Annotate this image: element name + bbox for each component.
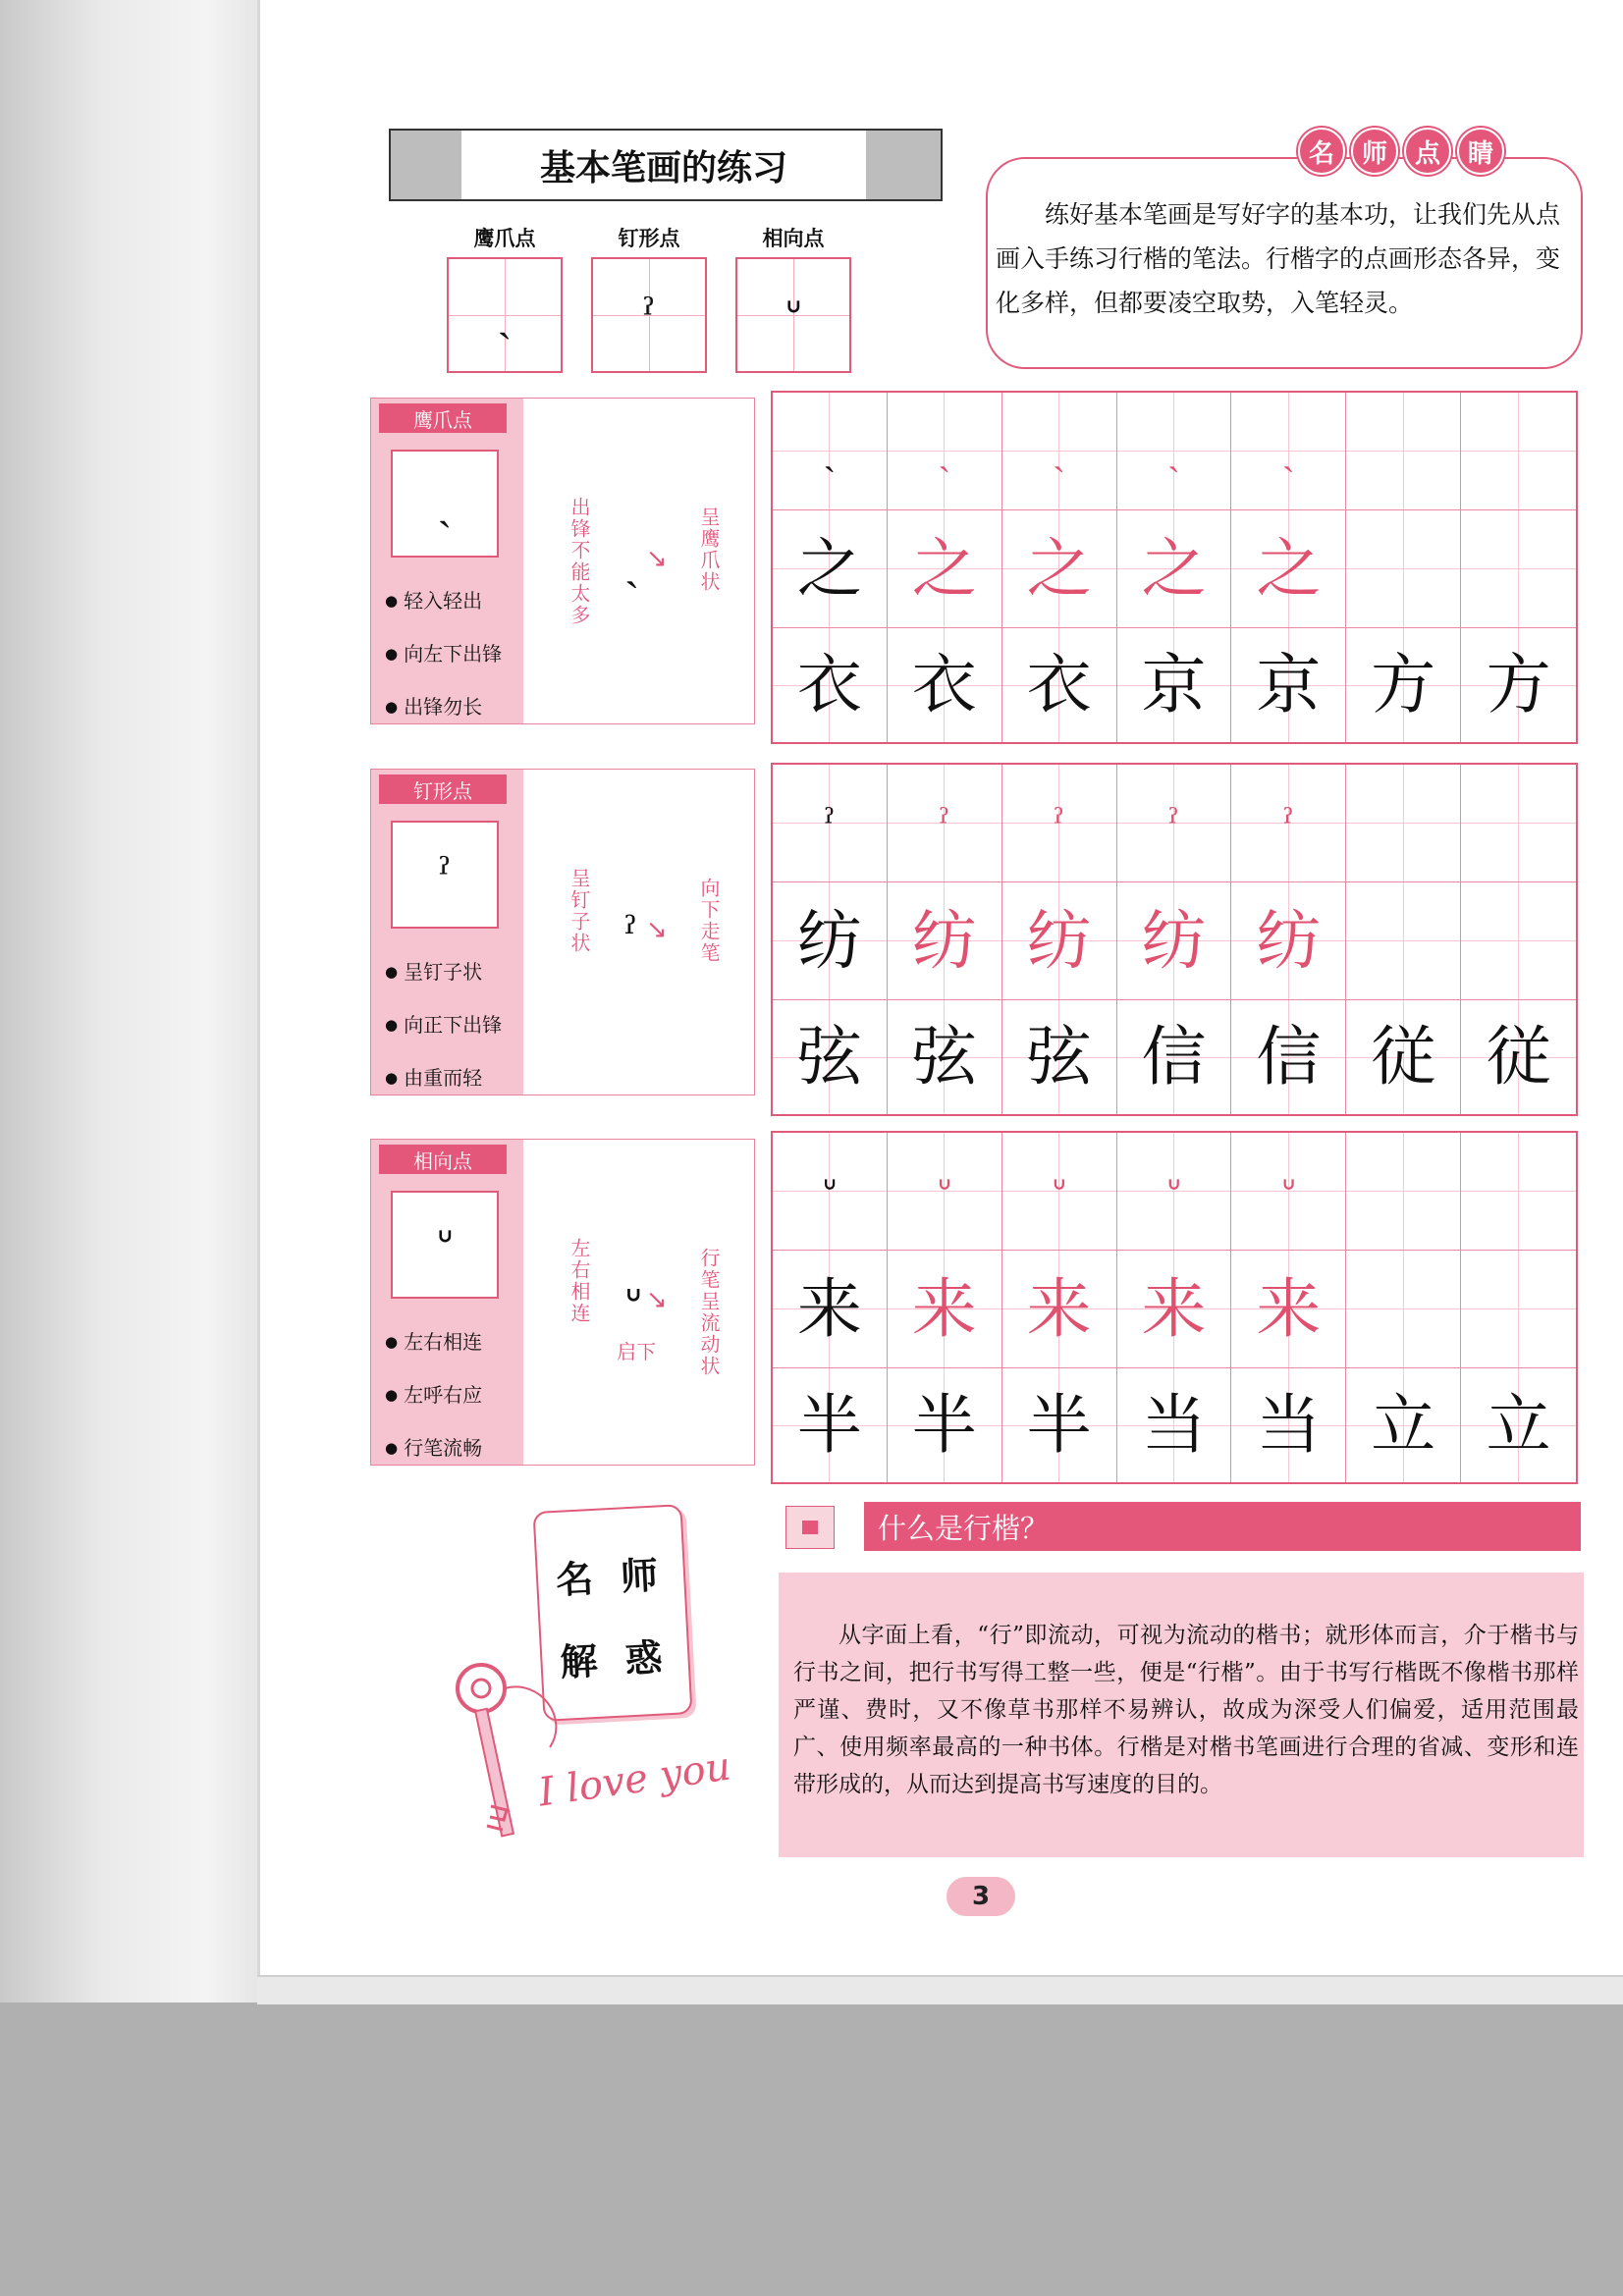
section-bullet: ● 向左下出锋 [385,638,502,667]
section-left-note: 呈钉子状 [568,868,591,954]
tips-badge-char: 名 [1298,128,1345,175]
section-right-note: 行笔呈流动状 [697,1248,721,1377]
section-tab: 鹰爪点 [379,403,507,433]
practice-char: 来 [1256,1270,1322,1347]
grid-cell [1231,1368,1346,1482]
section-stroke-box [391,1191,499,1299]
explain-badge-char: 师 [619,1552,660,1599]
grid-cell [1002,765,1117,882]
practice-char: ˎ [1167,429,1180,473]
grid-cell [1117,882,1232,1000]
grid-cell [1346,765,1461,882]
section-stroke-box [391,821,499,929]
grid-cell [1231,628,1346,742]
grid-cell [1346,1368,1461,1482]
practice-char: ˀ [1283,801,1294,845]
practice-grid [771,391,1578,744]
section-mid-note: 启下 [617,1340,656,1363]
sample-label: 钉形点 [618,227,680,250]
practice-char: 衣 [1026,647,1092,722]
section-demo-stroke: ᐡ [624,1277,642,1330]
practice-char: 従 [1486,1019,1551,1095]
practice-char: 来 [911,1270,977,1347]
grid-cell [888,1000,1002,1114]
scan-shadow [0,0,257,2296]
practice-char: ᐡ [1052,1169,1067,1213]
grid-cell [888,1251,1002,1368]
grid-cell [1346,393,1461,510]
arrow-icon: ↘ [646,915,668,944]
practice-char: ˎ [938,429,951,473]
practice-char: ˀ [939,801,950,845]
section-bullet: ● 轻入轻出 [385,585,482,614]
title-banner [389,129,943,201]
grid-cell [1461,510,1576,628]
grid-cell [1002,882,1117,1000]
section-stroke: ˀ [438,849,452,900]
grid-cell [1346,882,1461,1000]
practice-char: 立 [1371,1387,1436,1463]
practice-char: 之 [1141,530,1207,607]
practice-char: ˀ [824,801,836,845]
grid-cell [1117,393,1232,510]
grid-cell [773,1133,888,1251]
section-guide [370,1139,755,1466]
grid-cell [1002,1368,1117,1482]
practice-char: ˀ [1054,801,1064,845]
practice-char: 之 [796,530,862,607]
practice-char: 弦 [1026,1019,1092,1095]
practice-char: 来 [796,1270,862,1347]
page-title: 基本笔画的练习 [461,131,866,199]
grid-cell [1461,1368,1576,1482]
tips-badge-char: 睛 [1457,128,1504,175]
grid-cell [1002,628,1117,742]
practice-char: 来 [1141,1270,1207,1347]
grid-cell [773,1251,888,1368]
practice-char: ᐡ [1280,1169,1296,1213]
practice-char: 方 [1371,647,1436,722]
sample-stroke: ˎ [497,290,513,341]
practice-char: 之 [911,530,977,607]
grid-cell [1002,1000,1117,1114]
section-bullet: ● 由重而轻 [385,1062,482,1091]
section-tab: 钉形点 [379,774,507,804]
section-tab: 相向点 [379,1145,507,1174]
grid-cell [1117,628,1232,742]
sample-stroke-box [735,257,851,373]
grid-cell [1117,1251,1232,1368]
grid-cell [1231,882,1346,1000]
section-demo-stroke: ˀ [624,907,637,960]
grid-cell [773,765,888,882]
grid-cell [773,628,888,742]
grid-cell [888,882,1002,1000]
practice-grid [771,1131,1578,1484]
practice-char: 方 [1486,647,1551,722]
section-left-note: 出锋不能太多 [568,497,591,626]
practice-char: 信 [1141,1019,1207,1095]
section-stroke: ˎ [437,478,453,529]
grid-cell [1461,628,1576,742]
grid-cell [888,393,1002,510]
grid-cell [1231,510,1346,628]
grid-cell [1346,510,1461,628]
grid-cell [888,765,1002,882]
sample-stroke: ˀ [642,290,656,341]
grid-cell [1117,1000,1232,1114]
grid-cell [1117,1133,1232,1251]
practice-char: 従 [1371,1019,1436,1095]
practice-char: 弦 [911,1019,977,1095]
grid-cell [1002,1133,1117,1251]
grid-cell [773,393,888,510]
practice-char: 之 [1026,530,1092,607]
sample-stroke-box [447,257,563,373]
grid-cell [1002,1251,1117,1368]
grid-cell [1117,510,1232,628]
grid-cell [1231,765,1346,882]
explain-badge-char: 解 [559,1637,599,1684]
grid-cell [1002,393,1117,510]
grid-cell [773,1368,888,1482]
section-guide-panel [371,399,523,723]
practice-char: 信 [1256,1019,1322,1095]
practice-char: 京 [1256,647,1322,722]
practice-char: 当 [1141,1387,1207,1463]
question-title: 什么是行楷？ [864,1502,1581,1551]
sample-stroke-box [591,257,707,373]
grid-cell [773,882,888,1000]
practice-char: ᐡ [1166,1169,1181,1213]
question-text: 从字面上看，“行”即流动，可视为流动的楷书；就形体而言，介于楷书与行书之间，把行书写得工整一些，便是“行楷”。由于书写行楷既不像楷书那样严谨、费时，又不像草书那样不易辨认，故成为深受人们偏爱，适用范围最广、使用频率最高的一种书体。行楷是对楷书笔画进行合理的省减、变形和连带形成的，从而达到提高书写速度的目的。 [793,1623,1579,1797]
explain-badge-char: 惑 [623,1634,664,1682]
section-guide [370,398,755,724]
arrow-icon: ↘ [646,544,668,573]
practice-char: 半 [796,1387,862,1463]
grid-cell [1461,1000,1576,1114]
section-guide-panel [371,1140,523,1465]
tips-text: 练好基本笔画是写好字的基本功，让我们先从点画入手练习行楷的笔法。行楷字的点画形态各异，变化多样，但都要凌空取势，入笔轻灵。 [996,200,1561,317]
practice-char: 半 [1026,1387,1092,1463]
grid-cell [1346,1000,1461,1114]
tips-badge-char: 点 [1404,128,1451,175]
section-left-note: 左右相连 [568,1238,591,1324]
page-edge [257,1975,1623,2004]
arrow-icon: ↘ [646,1285,668,1314]
practice-char: ˎ [823,429,837,473]
practice-char: 之 [1256,530,1322,607]
grid-cell [1461,1251,1576,1368]
scan-background [0,2002,1623,2296]
practice-char: 弦 [796,1019,862,1095]
practice-char: 半 [911,1387,977,1463]
practice-char: 衣 [796,647,862,722]
section-stroke: ᐡ [436,1219,454,1270]
grid-cell [1002,510,1117,628]
grid-cell [1231,1133,1346,1251]
grid-cell [1346,628,1461,742]
practice-char: 纺 [1256,902,1322,979]
grid-cell [1461,765,1576,882]
love-you-text: I love you [535,1743,734,1816]
grid-cell [1231,393,1346,510]
practice-char: ᐡ [937,1169,952,1213]
section-bullet: ● 左呼右应 [385,1379,482,1408]
section-bullet: ● 向正下出锋 [385,1009,502,1038]
practice-char: 来 [1026,1270,1092,1347]
practice-char: ˎ [1053,429,1065,473]
practice-grid [771,763,1578,1116]
grid-cell [773,1000,888,1114]
section-bullet: ● 左右相连 [385,1326,482,1355]
section-bullet: ● 行笔流畅 [385,1432,482,1461]
practice-char: 纺 [1141,902,1207,979]
grid-cell [888,628,1002,742]
sample-stroke: ᐡ [784,290,802,341]
sample-label: 相向点 [762,227,825,250]
section-guide [370,769,755,1095]
grid-cell [1117,765,1232,882]
grid-cell [888,510,1002,628]
practice-char: ᐡ [822,1169,838,1213]
practice-char: 京 [1141,647,1207,722]
practice-char: 纺 [1026,902,1092,979]
page-number: 3 [947,1877,1015,1916]
practice-char: 纺 [796,902,862,979]
grid-cell [888,1368,1002,1482]
grid-cell [1461,882,1576,1000]
grid-cell [1231,1000,1346,1114]
grid-cell [1117,1368,1232,1482]
grid-cell [1231,1251,1346,1368]
question-heading [785,1500,1581,1555]
section-right-note: 向下走笔 [697,878,721,964]
grid-cell [888,1133,1002,1251]
explain-badge-char: 名 [554,1556,595,1602]
grid-cell [1346,1251,1461,1368]
practice-char: 纺 [911,902,977,979]
practice-char: 立 [1486,1387,1551,1463]
section-right-note: 呈鹰爪状 [697,507,721,593]
practice-char: ˀ [1168,801,1179,845]
square-icon [785,1506,835,1549]
section-demo-stroke: ˎ [624,536,640,589]
tips-badge-char: 师 [1351,128,1398,175]
grid-cell [1461,393,1576,510]
practice-char: ˎ [1282,429,1295,473]
section-guide-panel [371,770,523,1095]
grid-cell [1346,1133,1461,1251]
sample-label: 鹰爪点 [473,227,536,250]
section-bullet: ● 呈钉子状 [385,956,482,985]
grid-cell [773,510,888,628]
grid-cell [1461,1133,1576,1251]
practice-char: 当 [1256,1387,1322,1463]
section-stroke-box [391,450,499,558]
section-bullet: ● 出锋勿长 [385,691,482,720]
practice-char: 衣 [911,647,977,722]
